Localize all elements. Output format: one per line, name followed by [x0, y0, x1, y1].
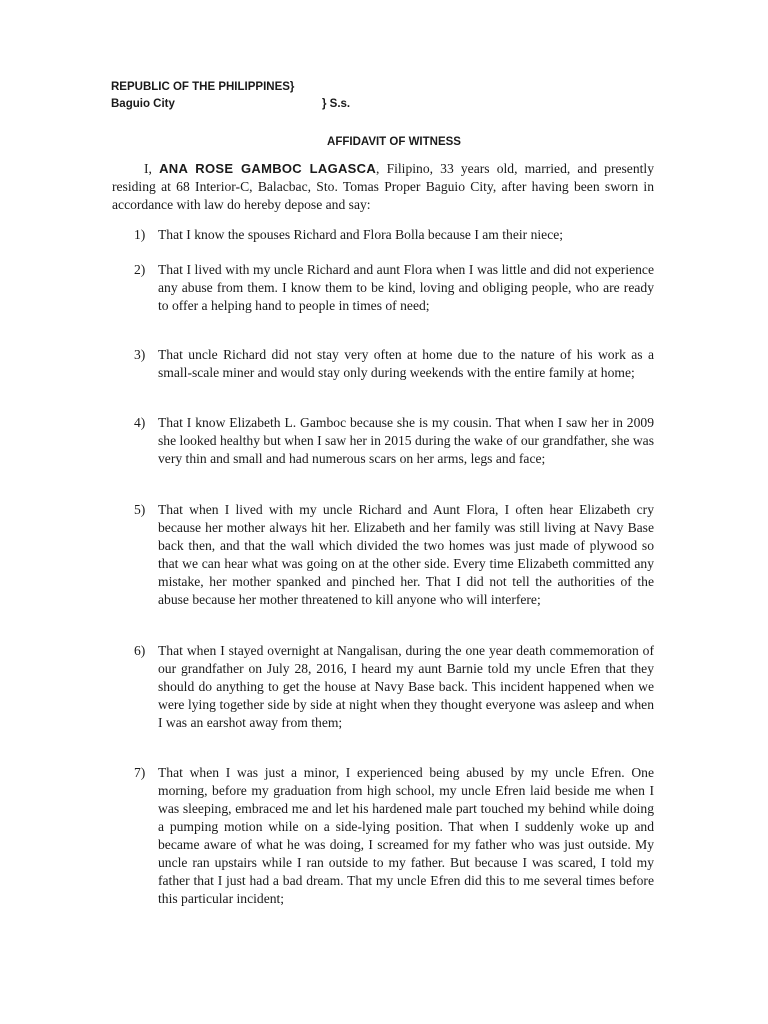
numbered-item — [134, 642, 654, 732]
intro-paragraph — [112, 160, 654, 214]
item-number: 1) — [134, 227, 146, 242]
item-number: 5) — [134, 502, 146, 517]
item-number: 2) — [134, 262, 146, 277]
numbered-item — [134, 261, 654, 315]
intro-lead: I, — [144, 161, 160, 176]
affiant-name: ANA ROSE GAMBOC LAGASCA — [159, 161, 377, 176]
item-number: 3) — [134, 347, 146, 362]
item-number: 7) — [134, 765, 146, 780]
item-number: 6) — [134, 643, 146, 658]
document-title: AFFIDAVIT OF WITNESS — [327, 136, 461, 148]
item-number: 4) — [134, 415, 146, 430]
numbered-item — [134, 764, 654, 908]
caption-republic: REPUBLIC OF THE PHILIPPINES} — [111, 81, 295, 93]
item-text: That when I stayed overnight at Nangalisan, during the one year death commemoration of our grandfather on July 28, 2016, I heard my aunt Barnie told my uncle Efren that they should do anything to get the house at Navy Base back. This incident happened when we were lying together side by side at night when they thought everyone was asleep and when I was an earshot away from them; — [158, 643, 654, 730]
item-text: That I lived with my uncle Richard and aunt Flora when I was little and did not experience any abuse from them. I know them to be kind, loving and obliging people, who are ready to offer a helping hand to people in times of need; — [158, 262, 654, 313]
numbered-item — [134, 414, 654, 468]
caption-city: Baguio City — [111, 98, 175, 110]
numbered-item — [134, 501, 654, 609]
item-text: That I know the spouses Richard and Flora Bolla because I am their niece; — [158, 227, 564, 242]
numbered-item — [134, 226, 654, 244]
item-text: That uncle Richard did not stay very often at home due to the nature of his work as a small-scale miner and would stay only during weekends with the entire family at home; — [158, 347, 654, 380]
caption-ss: } S.s. — [322, 98, 351, 110]
intro-rest: , Filipino, 33 years old, married, and presently residing at 68 Interior-C, Balacbac, Sto. Tomas Proper Baguio City, after having been sworn in accordance with law do hereby depose and say: — [112, 161, 654, 212]
item-text: That when I was just a minor, I experienced being abused by my uncle Efren. One morning, before my graduation from high school, my uncle Efren laid beside me when I was sleeping, embraced me and let his hardened male part touched my behind while doing a pumping motion while on a side-lying position. That when I suddenly woke up and became aware of what he was doing, I screamed for my father who was just outside. My uncle ran upstairs while I ran outside to my father. But because I was scared, I told my father that I just had a bad dream. That my uncle Efren did this to me several times before this particular incident; — [158, 765, 654, 906]
item-text: That I know Elizabeth L. Gamboc because she is my cousin. That when I saw her in 2009 she looked healthy but when I saw her in 2015 during the wake of our grandfather, she was very thin and small and had numerous scars on her arms, legs and face; — [158, 415, 654, 466]
item-text: That when I lived with my uncle Richard and Aunt Flora, I often hear Elizabeth cry because her mother always hit her. Elizabeth and her family was still living at Navy Base back then, and that the wall which divided the two homes was just made of plywood so that we can hear what was going on at the other side. Every time Elizabeth committed any mistake, her mother spanked and pinched her. That I did not tell the authorities of the abuse because her mother threatened to kill anyone who will interfere; — [158, 502, 654, 607]
numbered-item — [134, 346, 654, 382]
